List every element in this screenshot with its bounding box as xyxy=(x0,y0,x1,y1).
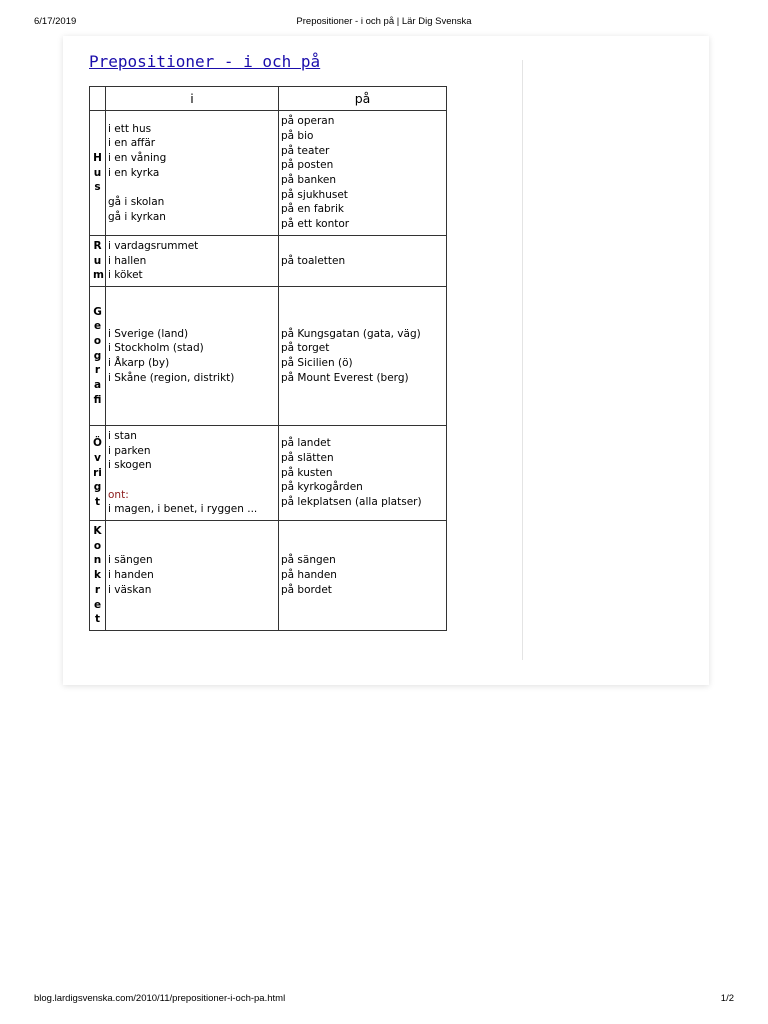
list-item: i köket xyxy=(108,269,143,282)
print-date: 6/17/2019 xyxy=(34,16,77,27)
print-footer xyxy=(0,993,768,1007)
list-item: i Skåne (region, distrikt) xyxy=(108,371,235,384)
pa-cell xyxy=(279,426,447,521)
category-label xyxy=(90,426,106,521)
table-row xyxy=(90,287,447,426)
category-letters: Hus xyxy=(93,151,102,194)
category-letters: Övrigt xyxy=(93,437,102,509)
list-item: på Kungsgatan (gata, väg) xyxy=(281,327,421,340)
list-item: i en våning xyxy=(108,151,167,164)
category-label xyxy=(90,236,106,287)
list-item: på Sicilien (ö) xyxy=(281,357,353,369)
list-item: på sjukhuset xyxy=(281,188,348,201)
list-item: i magen, i benet, i ryggen ... xyxy=(108,503,258,516)
pa-cell xyxy=(279,521,447,631)
table-header-row xyxy=(90,87,447,111)
list-item: på ett kontor xyxy=(281,218,350,231)
list-item: på teater xyxy=(281,144,330,157)
list-item: i ett hus xyxy=(108,122,152,135)
pa-cell xyxy=(279,236,447,287)
list-item: på en fabrik xyxy=(281,203,344,216)
list-item: i handen xyxy=(108,569,154,582)
table-row xyxy=(90,521,447,631)
list-item: i parken xyxy=(108,444,151,457)
list-item: på lekplatsen (alla platser) xyxy=(281,496,422,509)
list-item: på banken xyxy=(281,174,337,186)
print-url: blog.lardigsvenska.com/2010/11/prepositioner-i-och-pa.html xyxy=(34,993,286,1004)
list-item: på slätten xyxy=(281,451,334,464)
list-item: på landet xyxy=(281,437,331,450)
category-letters: Rum xyxy=(93,239,104,282)
list-item: på posten xyxy=(281,159,334,172)
i-cell xyxy=(106,111,279,236)
list-item: i stan xyxy=(108,429,137,442)
table-row xyxy=(90,111,447,236)
i-cell xyxy=(106,287,279,426)
list-item: i en affär xyxy=(108,137,156,150)
list-item: i sängen xyxy=(108,554,153,567)
list-item: gå i skolan xyxy=(108,196,165,209)
i-cell xyxy=(106,426,279,521)
list-item: på toaletten xyxy=(281,254,346,267)
list-item: i Sverige (land) xyxy=(108,327,189,340)
list-item: i skogen xyxy=(108,459,152,472)
category-letters: Konkret xyxy=(93,525,102,626)
list-item: i väskan xyxy=(108,583,152,596)
print-header xyxy=(0,16,768,30)
sidebar-divider xyxy=(522,60,523,660)
print-page-title: Prepositioner - i och på | Lär Dig Svenska xyxy=(296,16,472,27)
category-letters: Geografi xyxy=(93,305,102,406)
category-label xyxy=(90,287,106,426)
list-item: på operan xyxy=(281,115,335,128)
list-item: i Stockholm (stad) xyxy=(108,342,204,355)
post-title-link[interactable]: Prepositioner - i och på xyxy=(89,52,321,71)
ont-label: ont: xyxy=(108,488,129,501)
list-item: i vardagsrummet xyxy=(108,239,199,252)
header-i: i xyxy=(106,87,279,111)
list-item: på bordet xyxy=(281,583,332,596)
list-item: i en kyrka xyxy=(108,166,160,179)
category-label xyxy=(90,111,106,236)
table-row xyxy=(90,236,447,287)
table-row xyxy=(90,426,447,521)
list-item xyxy=(108,180,278,195)
i-cell xyxy=(106,236,279,287)
list-item: gå i kyrkan xyxy=(108,210,166,223)
list-item: i Åkarp (by) xyxy=(108,357,170,369)
pa-cell xyxy=(279,111,447,236)
print-page-number: 1/2 xyxy=(720,993,734,1004)
pa-cell xyxy=(279,287,447,426)
list-item: på kyrkogården xyxy=(281,481,363,494)
list-item xyxy=(108,473,278,488)
category-label xyxy=(90,521,106,631)
list-item: på Mount Everest (berg) xyxy=(281,371,409,384)
i-cell xyxy=(106,521,279,631)
header-category xyxy=(90,87,106,111)
list-item: på kusten xyxy=(281,466,333,479)
list-item: på torget xyxy=(281,342,330,355)
list-item: på sängen xyxy=(281,554,336,567)
header-pa: på xyxy=(279,87,447,111)
list-item: i hallen xyxy=(108,254,147,267)
preposition-table xyxy=(89,86,447,631)
list-item: på bio xyxy=(281,129,314,142)
list-item: på handen xyxy=(281,569,337,582)
